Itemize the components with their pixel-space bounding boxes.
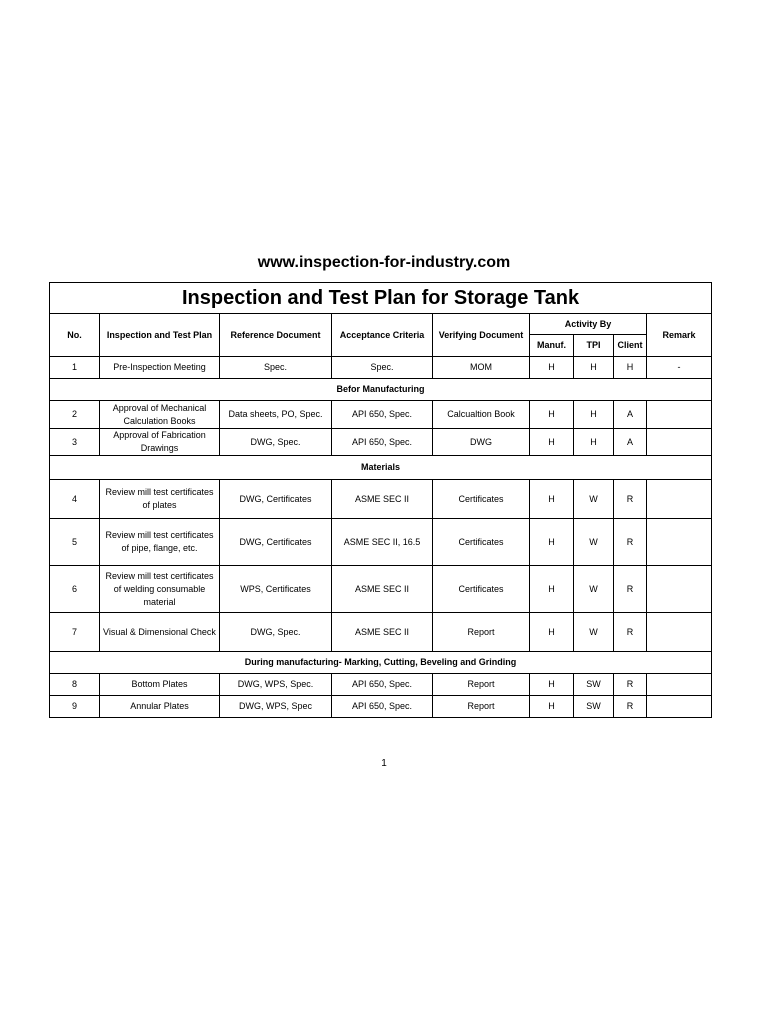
table-row bbox=[50, 613, 712, 652]
cell-verifying: MOM bbox=[433, 357, 530, 379]
cell-plan: Annular Plates bbox=[100, 696, 220, 718]
cell-verifying: Report bbox=[433, 674, 530, 696]
table-body bbox=[50, 357, 712, 718]
cell-client: R bbox=[614, 613, 647, 652]
table-row bbox=[50, 566, 712, 613]
cell-no: 9 bbox=[50, 696, 100, 718]
cell-tpi: W bbox=[574, 480, 614, 519]
cell-verifying: DWG bbox=[433, 429, 530, 456]
cell-no: 7 bbox=[50, 613, 100, 652]
header-acceptance: Acceptance Criteria bbox=[332, 314, 433, 357]
cell-remark bbox=[647, 674, 712, 696]
header-plan: Inspection and Test Plan bbox=[100, 314, 220, 357]
cell-tpi: W bbox=[574, 566, 614, 613]
cell-client: R bbox=[614, 480, 647, 519]
header-client: Client bbox=[614, 335, 647, 357]
cell-no: 5 bbox=[50, 519, 100, 566]
header-tpi: TPI bbox=[574, 335, 614, 357]
section-row bbox=[50, 456, 712, 480]
cell-no: 8 bbox=[50, 674, 100, 696]
cell-acceptance: API 650, Spec. bbox=[332, 696, 433, 718]
table-row bbox=[50, 401, 712, 429]
table-row bbox=[50, 429, 712, 456]
header-reference: Reference Document bbox=[220, 314, 332, 357]
cell-reference: DWG, Certificates bbox=[220, 519, 332, 566]
cell-plan: Visual & Dimensional Check bbox=[100, 613, 220, 652]
title-row bbox=[50, 283, 712, 314]
cell-acceptance: API 650, Spec. bbox=[332, 429, 433, 456]
cell-acceptance: API 650, Spec. bbox=[332, 674, 433, 696]
header-manuf: Manuf. bbox=[530, 335, 574, 357]
cell-manuf: H bbox=[530, 674, 574, 696]
section-label: Befor Manufacturing bbox=[50, 379, 712, 401]
cell-remark bbox=[647, 480, 712, 519]
table-title: Inspection and Test Plan for Storage Tank bbox=[50, 283, 712, 314]
cell-tpi: W bbox=[574, 519, 614, 566]
section-label: During manufacturing- Marking, Cutting, Beveling and Grinding bbox=[50, 652, 712, 674]
cell-tpi: H bbox=[574, 401, 614, 429]
cell-reference: DWG, WPS, Spec bbox=[220, 696, 332, 718]
inspection-test-plan-table bbox=[49, 282, 712, 718]
cell-manuf: H bbox=[530, 696, 574, 718]
cell-verifying: Calcualtion Book bbox=[433, 401, 530, 429]
header-row bbox=[50, 314, 712, 335]
table-row bbox=[50, 480, 712, 519]
cell-client: R bbox=[614, 696, 647, 718]
cell-tpi: SW bbox=[574, 674, 614, 696]
cell-plan: Review mill test certificates of plates bbox=[100, 480, 220, 519]
cell-manuf: H bbox=[530, 480, 574, 519]
cell-verifying: Certificates bbox=[433, 480, 530, 519]
cell-verifying: Report bbox=[433, 696, 530, 718]
cell-plan: Pre-Inspection Meeting bbox=[100, 357, 220, 379]
cell-tpi: W bbox=[574, 613, 614, 652]
cell-manuf: H bbox=[530, 613, 574, 652]
cell-tpi: H bbox=[574, 429, 614, 456]
cell-tpi: H bbox=[574, 357, 614, 379]
cell-no: 2 bbox=[50, 401, 100, 429]
table-row bbox=[50, 519, 712, 566]
cell-acceptance: ASME SEC II, 16.5 bbox=[332, 519, 433, 566]
cell-remark bbox=[647, 613, 712, 652]
cell-reference: DWG, Spec. bbox=[220, 429, 332, 456]
cell-no: 6 bbox=[50, 566, 100, 613]
page-number: 1 bbox=[381, 758, 387, 769]
cell-remark bbox=[647, 519, 712, 566]
cell-remark bbox=[647, 401, 712, 429]
cell-client: A bbox=[614, 401, 647, 429]
cell-client: A bbox=[614, 429, 647, 456]
cell-manuf: H bbox=[530, 519, 574, 566]
cell-reference: WPS, Certificates bbox=[220, 566, 332, 613]
cell-plan: Approval of Mechanical Calculation Books bbox=[100, 401, 220, 429]
section-row bbox=[50, 652, 712, 674]
header-remark: Remark bbox=[647, 314, 712, 357]
cell-acceptance: Spec. bbox=[332, 357, 433, 379]
cell-manuf: H bbox=[530, 401, 574, 429]
cell-tpi: SW bbox=[574, 696, 614, 718]
cell-reference: DWG, WPS, Spec. bbox=[220, 674, 332, 696]
cell-verifying: Certificates bbox=[433, 519, 530, 566]
cell-reference: DWG, Spec. bbox=[220, 613, 332, 652]
cell-manuf: H bbox=[530, 566, 574, 613]
cell-remark bbox=[647, 566, 712, 613]
cell-acceptance: ASME SEC II bbox=[332, 566, 433, 613]
site-url: www.inspection-for-industry.com bbox=[257, 254, 511, 271]
table-row bbox=[50, 696, 712, 718]
cell-reference: DWG, Certificates bbox=[220, 480, 332, 519]
table-row bbox=[50, 674, 712, 696]
header-verifying: Verifying Document bbox=[433, 314, 530, 357]
cell-client: R bbox=[614, 674, 647, 696]
cell-client: H bbox=[614, 357, 647, 379]
cell-verifying: Certificates bbox=[433, 566, 530, 613]
section-row bbox=[50, 379, 712, 401]
cell-acceptance: ASME SEC II bbox=[332, 613, 433, 652]
cell-remark: - bbox=[647, 357, 712, 379]
header-no: No. bbox=[50, 314, 100, 357]
cell-no: 1 bbox=[50, 357, 100, 379]
cell-reference: Spec. bbox=[220, 357, 332, 379]
cell-no: 4 bbox=[50, 480, 100, 519]
cell-plan: Review mill test certificates of welding consumable material bbox=[100, 566, 220, 613]
cell-manuf: H bbox=[530, 357, 574, 379]
header-activity-by: Activity By bbox=[530, 314, 647, 335]
cell-remark bbox=[647, 696, 712, 718]
cell-acceptance: API 650, Spec. bbox=[332, 401, 433, 429]
cell-acceptance: ASME SEC II bbox=[332, 480, 433, 519]
cell-no: 3 bbox=[50, 429, 100, 456]
cell-manuf: H bbox=[530, 429, 574, 456]
table-row bbox=[50, 357, 712, 379]
cell-plan: Review mill test certificates of pipe, flange, etc. bbox=[100, 519, 220, 566]
cell-plan: Approval of Fabrication Drawings bbox=[100, 429, 220, 456]
cell-client: R bbox=[614, 519, 647, 566]
section-label: Materials bbox=[50, 456, 712, 480]
cell-client: R bbox=[614, 566, 647, 613]
cell-remark bbox=[647, 429, 712, 456]
cell-verifying: Report bbox=[433, 613, 530, 652]
cell-reference: Data sheets, PO, Spec. bbox=[220, 401, 332, 429]
cell-plan: Bottom Plates bbox=[100, 674, 220, 696]
